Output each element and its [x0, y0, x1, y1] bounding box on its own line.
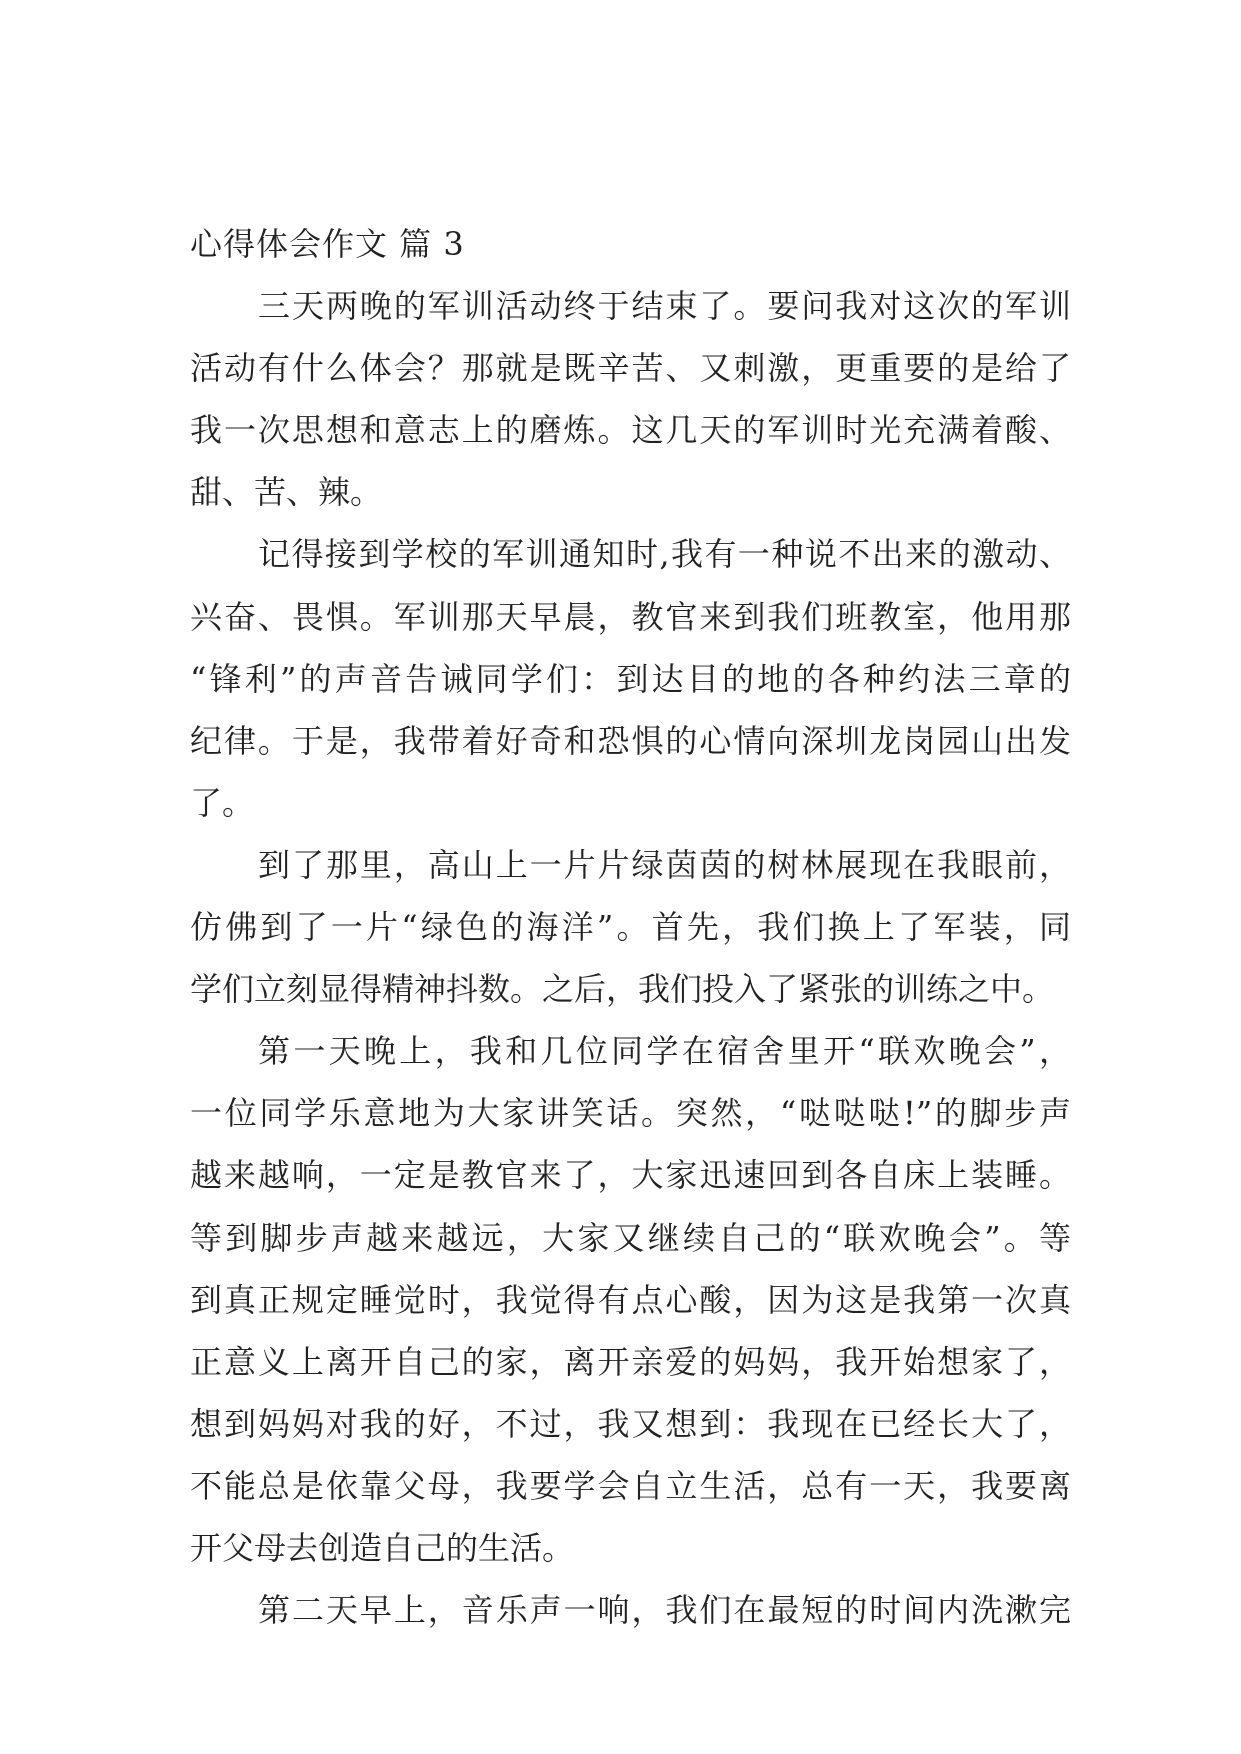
paragraph-3 [190, 834, 1071, 1020]
text-line: 一位同学乐意地为大家讲笑话。突然，“哒哒哒!”的脚步声 [190, 1094, 1071, 1133]
text-line: 想到妈妈对我的好，不过，我又想到：我现在已经长大了， [190, 1404, 1071, 1443]
paragraph-1 [190, 275, 1071, 523]
paragraph-4 [190, 1020, 1071, 1579]
paragraph-5 [190, 1579, 1071, 1641]
text-line: 第二天早上，音乐声一响，我们在最短的时间内洗漱完 [258, 1591, 1071, 1630]
document-body [190, 213, 1071, 1641]
text-line: 兴奋、畏惧。军训那天早晨，教官来到我们班教室，他用那 [190, 597, 1071, 636]
text-line: 到真正规定睡觉时，我觉得有点心酸，因为这是我第一次真 [190, 1280, 1071, 1319]
text-line: 开父母去创造自己的生活。 [190, 1528, 575, 1567]
text-line: 纪律。于是，我带着好奇和恐惧的心情向深圳龙岗园山出发 [190, 721, 1071, 760]
text-line: 活动有什么体会？那就是既辛苦、又刺激，更重要的是给了 [190, 349, 1071, 388]
text-line: 正意义上离开自己的家，离开亲爱的妈妈，我开始想家了， [190, 1342, 1071, 1381]
text-line: 记得接到学校的军训通知时,我有一种说不出来的激动、 [258, 535, 1071, 574]
text-line: 学们立刻显得精神抖数。之后，我们投入了紧张的训练之中。 [190, 970, 1055, 1009]
text-line: 等到脚步声越来越远，大家又继续自己的“联欢晚会”。等 [190, 1218, 1071, 1257]
text-line: 了。 [190, 783, 255, 822]
text-line: 不能总是依靠父母，我要学会自立生活，总有一天，我要离 [190, 1466, 1071, 1505]
text-line: 到了那里，高山上一片片绿茵茵的树林展现在我眼前， [258, 845, 1071, 884]
text-line: 甜、苦、辣。 [190, 473, 383, 512]
paragraph-2 [190, 523, 1071, 833]
text-line: 我一次思想和意志上的磨炼。这几天的军训时光充满着酸、 [190, 411, 1071, 450]
text-line: 第一天晚上，我和几位同学在宿舍里开“联欢晚会”， [258, 1032, 1071, 1071]
document-title: 心得体会作文 篇 3 [190, 225, 465, 263]
text-line: 三天两晚的军训活动终于结束了。要问我对这次的军训 [258, 287, 1071, 326]
text-line: “锋利”的声音告诫同学们：到达目的地的各种约法三章的 [190, 659, 1071, 698]
text-line: 越来越响，一定是教官来了，大家迅速回到各自床上装睡。 [190, 1156, 1071, 1195]
text-line: 仿佛到了一片“绿色的海洋”。首先，我们换上了军装，同 [190, 908, 1071, 947]
